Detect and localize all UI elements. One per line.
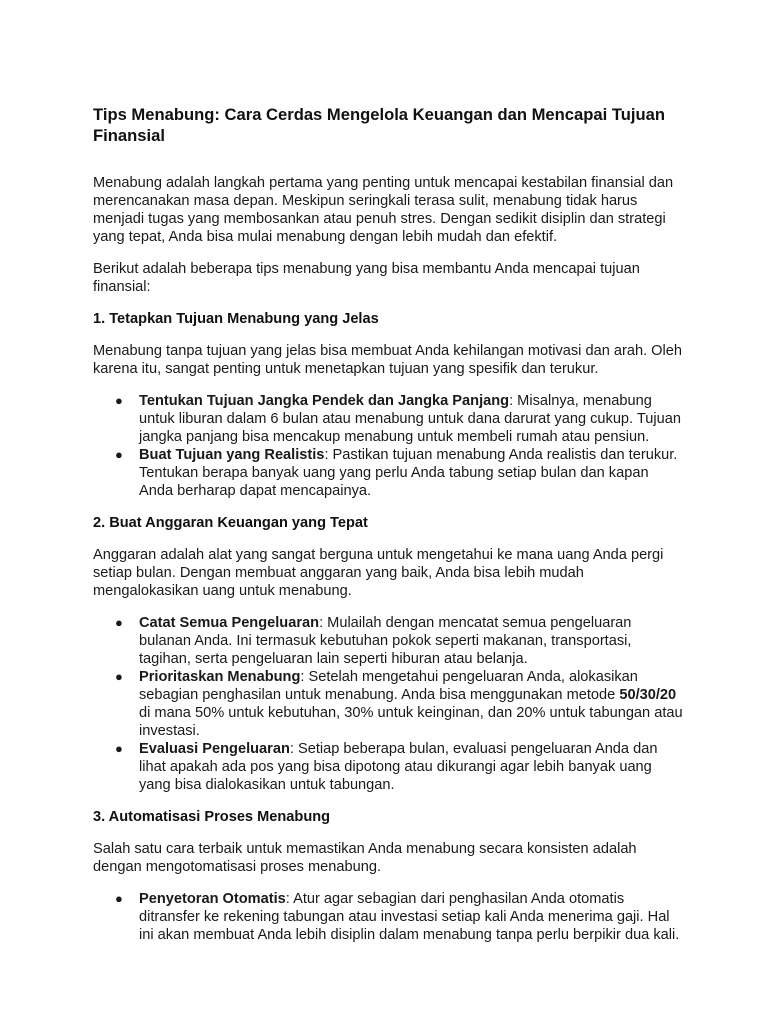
section-heading: 1. Tetapkan Tujuan Menabung yang Jelas: [93, 311, 379, 327]
bullet-icon: ●: [115, 615, 123, 630]
bullet-list: [93, 614, 683, 794]
bullet-text: : Setiap beberapa bulan, evaluasi pengeluaran Anda dan lihat apakah ada pos yang bisa dipotong atau dikurangi agar lebih banyak uang yang bisa dialokasikan untuk tabungan.: [139, 741, 658, 793]
bullet-term: Evaluasi Pengeluaran: [139, 741, 290, 757]
list-item: [93, 890, 683, 944]
bullet-list: [93, 392, 683, 500]
page-title: Tips Menabung: Cara Cerdas Mengelola Keuangan dan Mencapai Tujuan Finansial: [93, 105, 665, 145]
list-item: [93, 668, 683, 740]
bullet-term: Penyetoran Otomatis: [139, 891, 286, 907]
document-content: [93, 104, 683, 944]
bullet-term: Catat Semua Pengeluaran: [139, 615, 320, 631]
bullet-text: : Pastikan tujuan menabung Anda realistis dan terukur. Tentukan berapa banyak uang yang perlu Anda tabung setiap bulan dan kapan Anda berharap dapat mencapainya.: [139, 447, 678, 499]
section-heading: 3. Automatisasi Proses Menabung: [93, 809, 331, 825]
list-item: [93, 614, 683, 668]
list-item: [93, 446, 683, 500]
section-paragraph: Menabung tanpa tujuan yang jelas bisa membuat Anda kehilangan motivasi dan arah. Oleh karena itu, sangat penting untuk menetapkan tujuan yang spesifik dan terukur.: [93, 343, 683, 377]
bullet-icon: ●: [115, 669, 123, 684]
method-emphasis: 50/30/20: [619, 687, 677, 703]
section-paragraph: Salah satu cara terbaik untuk memastikan Anda menabung secara konsisten adalah dengan mengotomatisasi proses menabung.: [93, 841, 637, 875]
bullet-icon: ●: [115, 447, 123, 462]
bullet-term: Tentukan Tujuan Jangka Pendek dan Jangka Panjang: [139, 393, 510, 409]
bullet-icon: ●: [115, 891, 123, 906]
list-item: [93, 740, 683, 794]
bullet-text: : Mulailah dengan mencatat semua pengeluaran bulanan Anda. Ini termasuk kebutuhan pokok seperti makanan, transportasi, tagihan, serta pengeluaran lain seperti hiburan atau belanja.: [139, 615, 632, 667]
section-paragraph: Anggaran adalah alat yang sangat berguna untuk mengetahui ke mana uang Anda pergi setiap bulan. Dengan membuat anggaran yang baik, Anda bisa lebih mudah mengalokasikan uang untuk menabung.: [93, 547, 664, 599]
lead-paragraph: Berikut adalah beberapa tips menabung yang bisa membantu Anda mencapai tujuan finansial:: [93, 261, 640, 295]
bullet-text: : Atur agar sebagian dari penghasilan Anda otomatis ditransfer ke rekening tabungan atau investasi setiap kali Anda menerima gaji. Hal ini akan membuat Anda lebih disiplin dalam menabung tanpa perlu berpikir dua kali.: [139, 891, 680, 943]
bullet-icon: ●: [115, 741, 123, 756]
bullet-text: : Setelah mengetahui pengeluaran Anda, alokasikan sebagian penghasilan untuk menabung. Anda bisa menggunakan metode: [139, 669, 638, 703]
bullet-term: Prioritaskan Menabung: [139, 669, 301, 685]
bullet-term: Buat Tujuan yang Realistis: [139, 447, 325, 463]
intro-paragraph: Menabung adalah langkah pertama yang penting untuk mencapai kestabilan finansial dan merencanakan masa depan. Meskipun seringkali terasa sulit, menabung tidak harus menjadi tugas yang membosankan atau penuh stres. Dengan sedikit disiplin dan strategi yang tepat, Anda bisa mulai menabung dengan lebih mudah dan efektif.: [93, 175, 674, 245]
bullet-text-continued: di mana 50% untuk kebutuhan, 30% untuk keinginan, dan 20% untuk tabungan atau investasi.: [139, 705, 683, 739]
bullet-list: [93, 890, 683, 944]
list-item: [93, 392, 683, 446]
bullet-text: : Misalnya, menabung untuk liburan dalam 6 bulan atau menabung untuk dana darurat yang cukup. Tujuan jangka panjang bisa mencakup menabung untuk membeli rumah atau pensiun.: [139, 393, 681, 445]
section-heading: 2. Buat Anggaran Keuangan yang Tepat: [93, 515, 368, 531]
bullet-icon: ●: [115, 393, 123, 408]
